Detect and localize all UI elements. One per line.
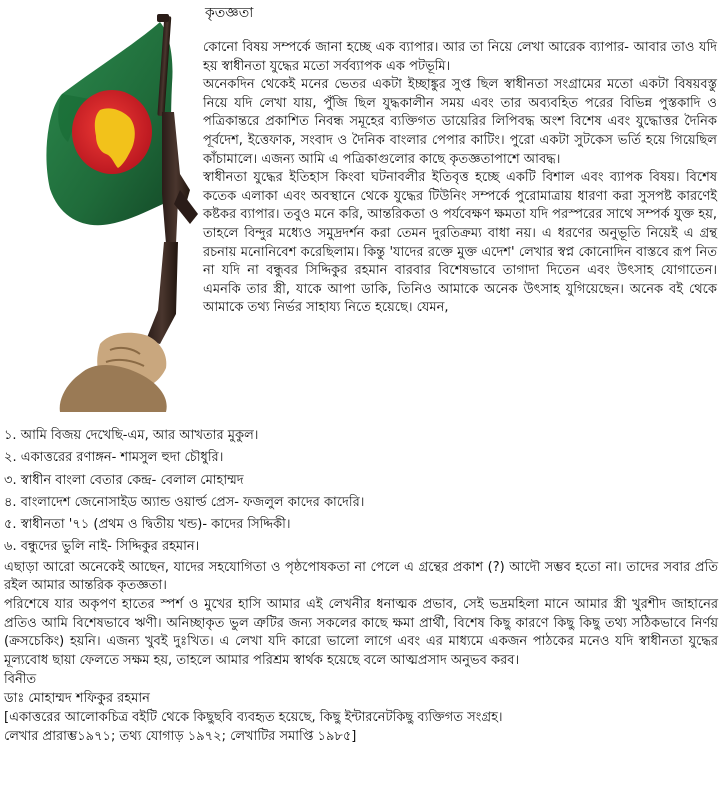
paragraph-acknowledgement: এছাড়া আরো অনেকেই আছেন, যাদের সহযোগিতা ও পৃষ্ঠপোষকতা না পেলে এ গ্রন্থের প্রকাশ (?) আদৌ সম্ভব হতো না। তাদের সবার প্রতি রইল আমার আন্তরিক কৃতজ্ঞতা। <box>4 559 718 594</box>
image-credit-note: [একাত্তরের আলোকচিত্র বইটি থেকে কিছুছবি ব্যবহৃত হয়েছে, কিছু ইন্টারনেটকিছু ব্যক্তিগত সংগ্রহ। <box>4 710 503 726</box>
paragraph-sources-background: অনেকদিন থেকেই মনের ভেতর একটা ইচ্ছাঙ্কুর সুপ্ত ছিল স্বাধীনতা সংগ্রামের মতো একটা বিষয়বস্তু নিয়ে যদি লেখা যায়, পুঁজি ছিল যুদ্ধকালীন সময় এবং তার অব্যবহিত পরের বিভিন্ন পুস্তকাদি ও পত্রিকান্তরে প্রকাশিত নিবন্ধ সমূহের ব্যক্তিগত ডায়েরির লিপিবদ্ধ অংশ বিশেষ এবং যুদ্ধোত্তর দৈনিক পূর্বদেশ, ইত্তেফাক, সংবাদ ও দৈনিক বাংলার পেপার কাটিং। পুরো একটা সুটকেস ভর্তি হয়ে গিয়েছিল কাঁচামালে। এজন্য আমি এ পত্রিকাগুলোর কাছে কৃতজ্ঞতাপাশে আবদ্ধ। <box>203 77 717 167</box>
paragraph-history: স্বাধীনতা যুদ্ধের ইতিহাস কিংবা ঘটনাবলীর ইতিবৃত্ত হচ্ছে একটি বিশাল এবং ব্যাপক বিষয়। বিশেষ কতেক এলাকা এবং অবস্থানে থেকে যুদ্ধের টিউনিং সম্পর্কে পুরোমাত্রায় ধারণা করা সুসপষ্ট কারণেই কষ্টকর ব্যাপার। তবুও মনে করি, আন্তরিকতা ও পর্যবেক্ষণ ক্ষমতা যদি পরস্পরের সাথে সম্পর্ক যুক্ত হয়, তাহলে বিন্দুর মধ্যেও সমুদ্রদর্শন করা তেমন দুরতিক্রম্য বাধা নয়। এ ধরণের অনুভূতি নিয়েই এ গ্রন্থ রচনায় মনোনিবেশ করেছিলাম। কিন্তু 'যাদের রক্তে মুক্ত এদেশ' লেখার স্বপ্ন কোনোদিন বাস্তবে রূপ নিত না যদি না বন্ধুবর সিদ্দিকুর রহমান বারবার বিশেষভাবে তাগাদা দিতেন এবং উৎসাহ যোগাতেন। এমনকি তার স্ত্রী, যাকে আপা ডাকি, তিনিও আমাকে অনেক উৎসাহ যুগিয়েছেন। অনেক বই থেকে আমাকে তথ্য নির্ভর সাহায্য নিতে হয়েছে। যেমন, <box>203 170 717 316</box>
document-title: কৃতজ্ঞতা <box>205 5 254 21</box>
flag-rifle-illustration <box>40 14 202 412</box>
paragraph-intro: কোনো বিষয় সম্পর্কে জানা হচ্ছে এক ব্যাপার। আর তা নিয়ে লেখা আরেক ব্যাপার- আবার তাও যদি হয় স্বাধীনতা যুদ্ধের মতো সর্বব্যাপক এক পটভূমি। <box>203 40 717 74</box>
list-item: ৫. স্বাধীনতা '৭১ (প্রথম ও দ্বিতীয় খন্ড)- কাদের সিদ্দিকী। <box>4 517 291 533</box>
dates-line: লেখার প্রারাম্ভ১৯৭১; তথ্য যোগাড় ১৯৭২; লেখাটির সমাপ্তি ১৯৮৫] <box>4 729 357 745</box>
list-item: ৩. স্বাধীন বাংলা বেতার কেন্দ্র- বেলাল মোহাম্মদ <box>4 472 244 488</box>
list-item: ৬. বন্ধুদের ভুলি নাই- সিদ্দিকুর রহমান। <box>4 539 200 555</box>
list-item: ২. একাত্তরের রণাঙ্গন- শামসুল হুদা চৌধুরি। <box>4 450 224 466</box>
list-item: ৪. বাংলাদেশ জেনোসাইড অ্যান্ড ওয়ার্ল্ড প্রেস- ফজলুল কাদের কাদেরি। <box>4 494 365 510</box>
author-name: ডাঃ মোহাম্মদ শফিকুর রহমান <box>4 691 150 707</box>
top-text-column <box>203 4 717 318</box>
closing-salutation: বিনীত <box>4 672 37 688</box>
list-item: ১. আমি বিজয় দেখেছি-এম, আর আখতার মুকুল। <box>4 428 259 443</box>
bottom-text-section <box>4 425 718 746</box>
paragraph-closing: পরিশেষে যার অকৃপণ হাতের স্পর্শ ও মুখের হাসি আমার এই লেখনীর ধনাত্মক প্রভাব, সেই ভদ্রমহিলা মানে আমার স্ত্রী খুরশীদ জাহানের প্রতিও আমি বিশেষভাবে ঋণী। অনিচ্ছাকৃত ভুল ত্রুটির জন্য সকলের কাছে ক্ষমা প্রার্থী, বিশেষ কিছু কারণে কিছু কিছু তথ্য সঠিকভাবে নির্ণয় (ক্রসচেকিং) হয়নি। এজন্য খুবই দুঃখিত। এ লেখা যদি কারো ভালো লাগে এবং এর মাধ্যমে একজন পাঠকের মনেও যদি স্বাধীনতা যুদ্ধের মূল্যবোধ ছায়া ফেলতে সক্ষম হয়, তাহলে আমার পরিশ্রম স্বার্থক হয়েছে বলে আত্মপ্রসাদ অনুভব করব। <box>4 596 718 668</box>
source-list <box>4 425 718 559</box>
